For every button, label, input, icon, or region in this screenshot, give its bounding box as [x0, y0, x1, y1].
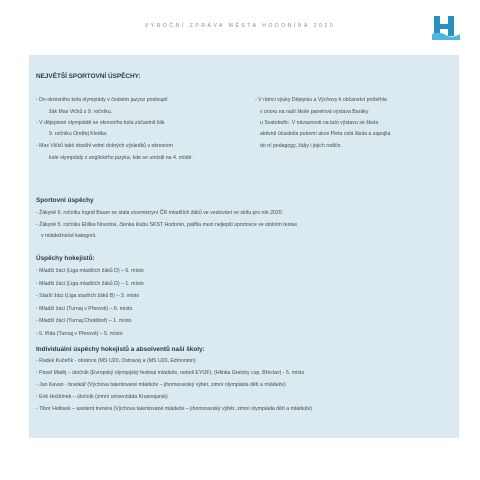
individual-achievement-line: - Erik Hoššínek – útočník (zimní univerziáda Krasnojarsk): [36, 394, 168, 400]
sports-line: v mládežnické kategorii.: [41, 233, 97, 239]
individual-achievement-line: - Jan Kavan - brankář (Výchova talentované mládeže – jihomoravský výběr, zimní olympiáda dětí a mládeže): [36, 382, 286, 388]
individual-achievement-line: - Tibor Hetlisek – asistent trenéra (Výchova talentované mládeže – jihomoravský výběr, zimní olympiáda dětí a mládeže): [36, 406, 312, 412]
right-column-line: u Svatobořic. V návaznosti na tuto výstavu se škola: [260, 120, 379, 126]
individual-achievement-line: - Pavel Matěj – útočník (Evropský olympijský festival mládeže, neboli EYOF), (Hlinka Gretzky cup, Břeclav) - 5. místo: [36, 370, 305, 376]
sports-line: - Žákyně 5. ročníku Eliška Novotná, členka klubu SKST Hodonín, patřila mezi nejlepší sportovce ve stolním tenise: [36, 222, 298, 228]
document-header-title: VÝROČNÍ ZPRÁVA MĚSTA HODONÍNA 2020: [144, 23, 336, 29]
individual-achievement-line: - Radek Kučeřík - obránce (MS U20, Ostrava) a (MS U20, Edmonton): [36, 358, 196, 364]
left-column-line: - Max Vičků také dosáhl velmi dobrých výsledků v okresním: [36, 143, 173, 149]
left-column-line: - V dějepisné olympiádě se okresního kola zúčastnil žák: [36, 120, 165, 126]
section-title-sport-achievements: NEJVĚTŠÍ SPORTOVNÍ ÚSPĚCHY:: [36, 73, 141, 80]
right-column-line: - V rámci výuky Dějepisu a Výchovy k občanství proběhla: [255, 97, 387, 103]
section-title-sports: Sportovní úspěchy: [36, 197, 94, 204]
sports-line: - Žákyně 6. ročníku Ingrid Bauer se stala vicemistryní ČR mladších žáků ve veslování ve skifu pro rok 2020.: [36, 210, 284, 216]
hockey-result-line: - 5. třída (Turnaj v Přerově) – 5. místo: [36, 331, 123, 337]
hockey-result-line: - Mladší žáci (Turnaj Chotěboř) – 1. místo: [36, 318, 132, 324]
right-column-line: aktivně účastnila putovní akce Pieta celá škola a zapojila: [260, 131, 391, 137]
hockey-result-line: - Starší žáci (Liga starších žáků B) – 3. místo: [36, 293, 140, 299]
right-column-line: do ní pedagogy, žáky i jejich rodiče.: [260, 143, 342, 149]
section-title-individual-hockey: Individuální úspěchy hokejistů a absolventů naší školy:: [36, 346, 205, 353]
left-column-line: - Do okresního kola olympiády v českém jazyce postoupil: [36, 97, 168, 103]
right-column-line: v únoru na naší škole panelová výstava Baráky: [260, 109, 369, 115]
hockey-result-line: - Mladší žáci (Turnaj v Přerově) – 6. místo: [36, 306, 133, 312]
left-column-line: 9. ročníku Ondřej Kledka.: [49, 131, 108, 137]
hodonin-logo-icon: [432, 14, 460, 40]
left-column-line: kole olympiády z anglického jazyka, kde se umístil na 4. místě.: [49, 155, 193, 161]
left-column-line: žák Max Vičků z 9. ročníku.: [49, 109, 113, 115]
hockey-result-line: - Mladší žáci (Liga mladších žáků D) – 6. místo: [36, 268, 144, 274]
hockey-result-line: - Mladší žáci (Liga mladších žáků D) – 1. místo: [36, 281, 144, 287]
section-title-hockey: Úspěchy hokejistů:: [36, 255, 95, 262]
